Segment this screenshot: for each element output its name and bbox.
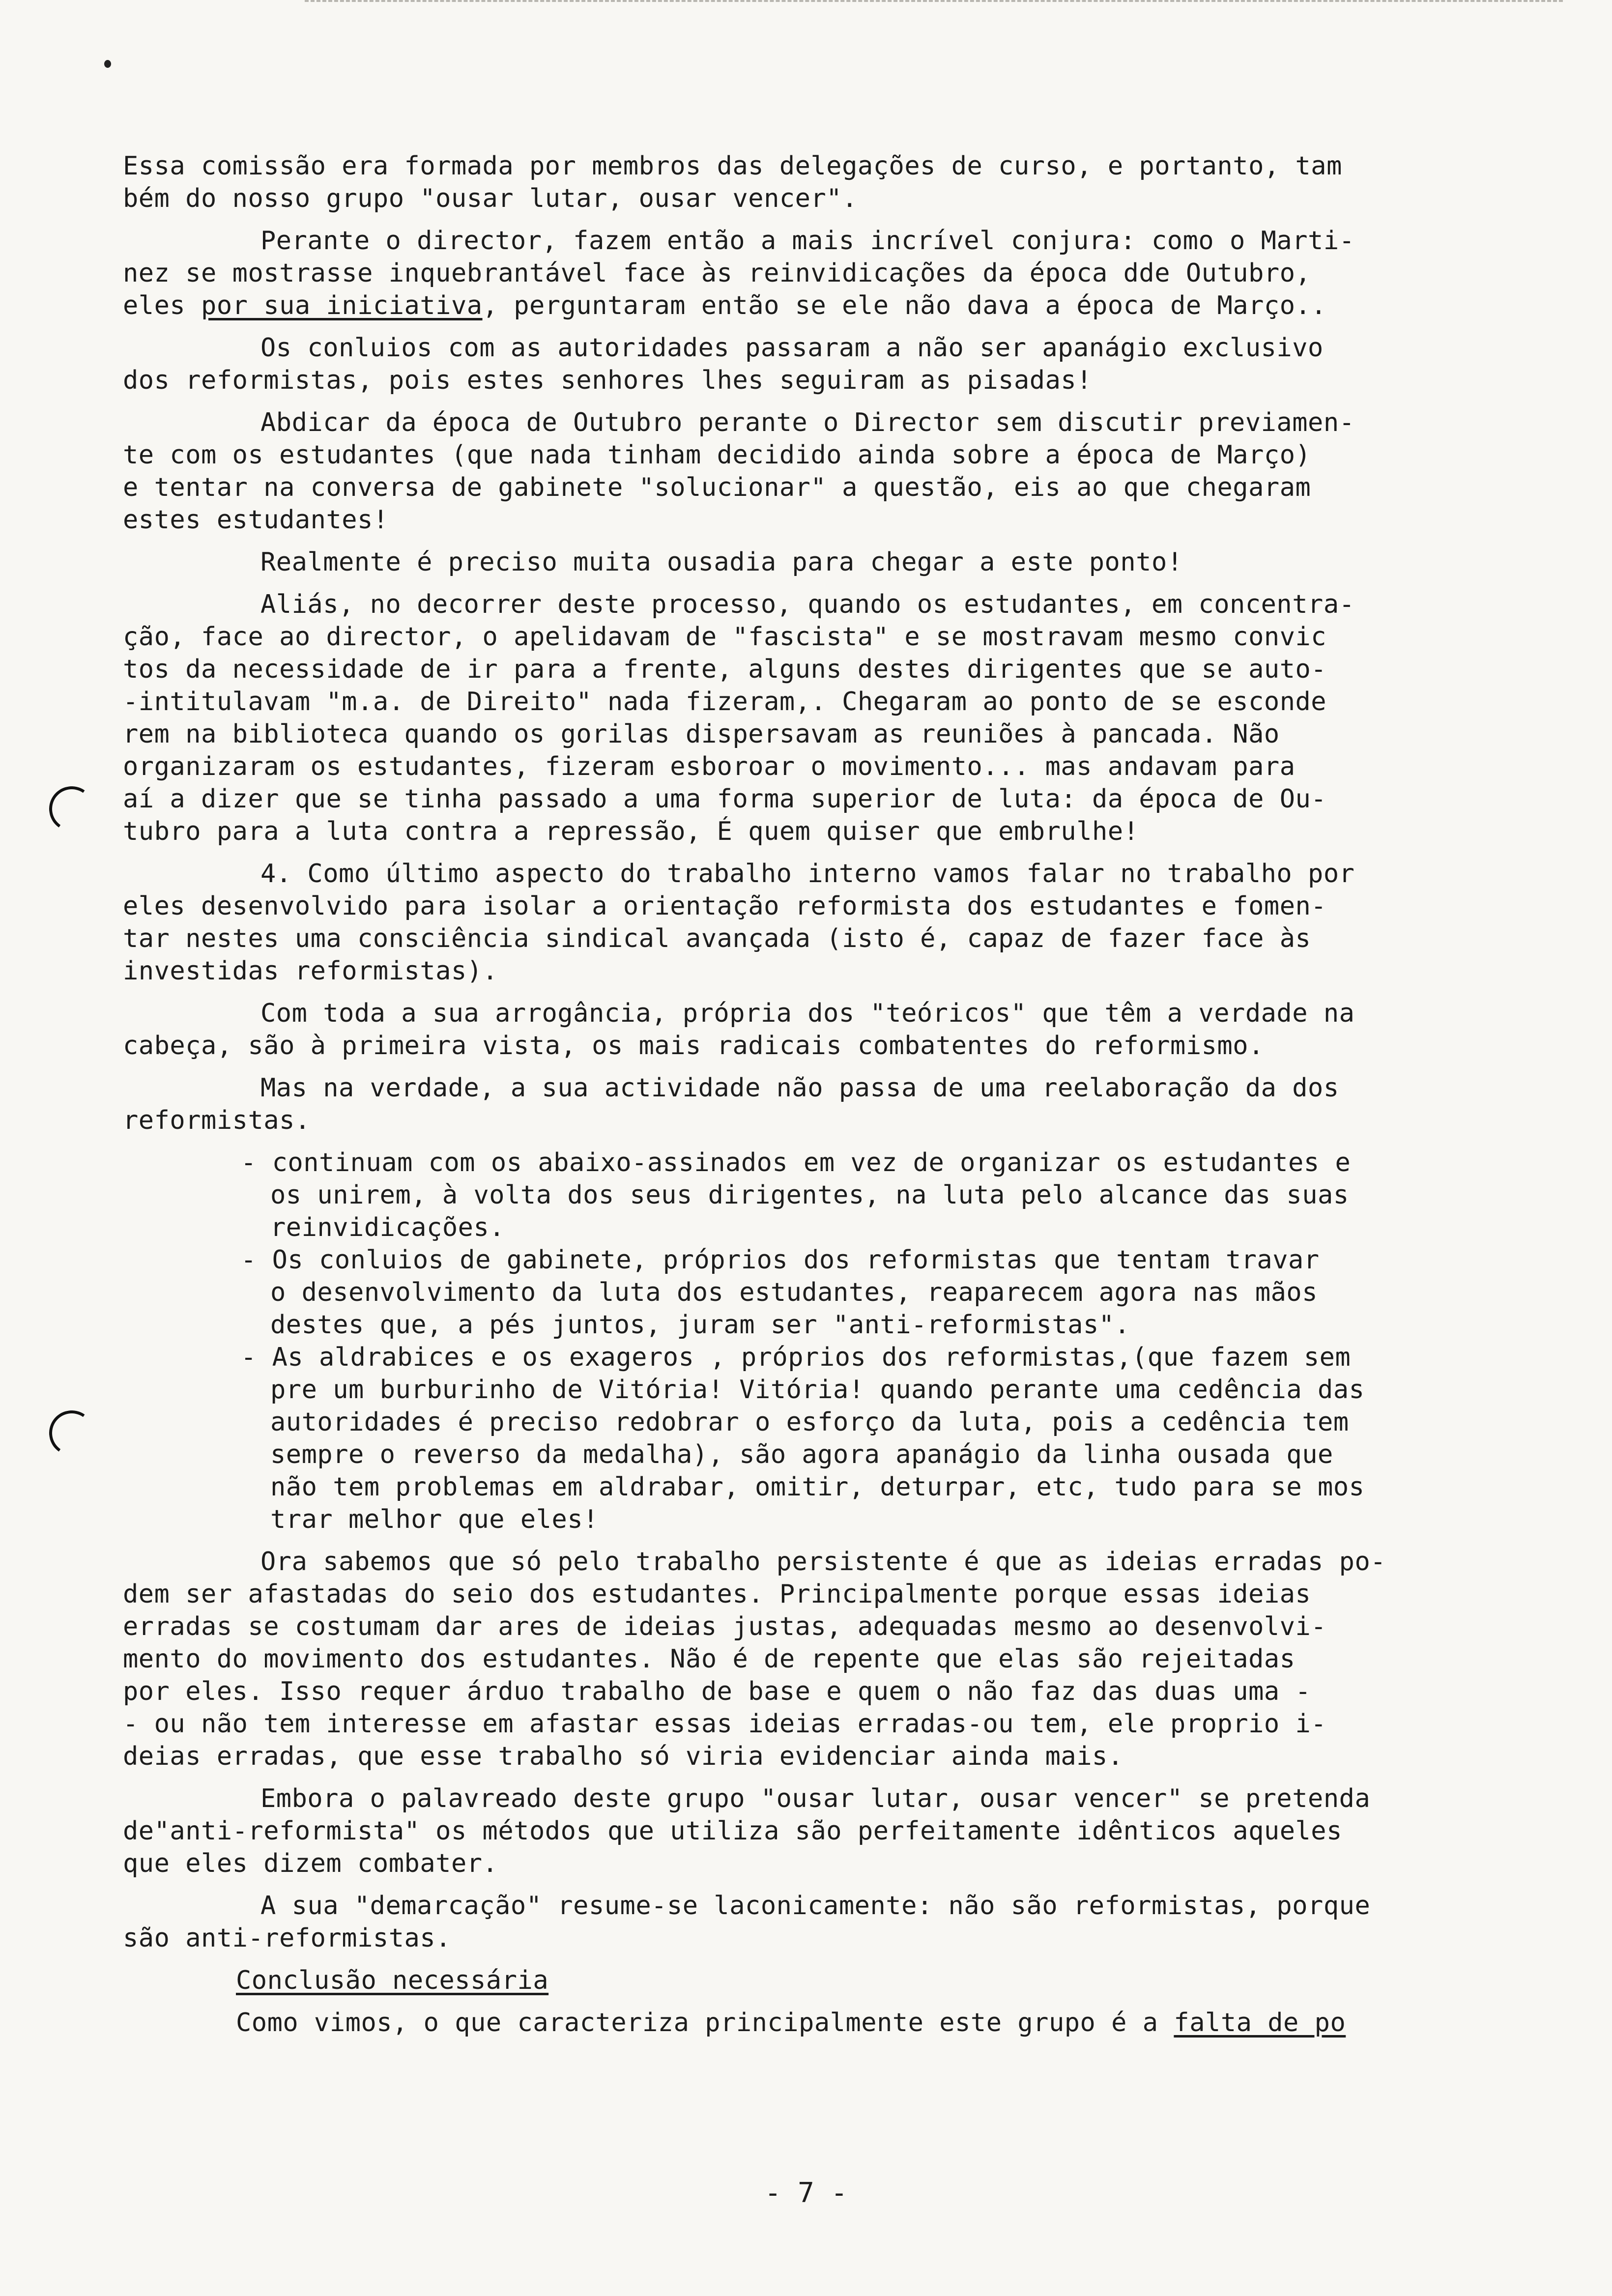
paragraph	[123, 1782, 1499, 1880]
bullet-list	[123, 1147, 1499, 1536]
text-line: nez se mostrasse inquebrantável face às reinvidicações da época dde Outubro,	[123, 258, 1311, 288]
text-line: os unirem, à volta dos seus dirigentes, na luta pelo alcance das suas	[270, 1180, 1349, 1210]
text-line: Os conluios com as autoridades passaram a não ser apanágio exclusivo	[260, 333, 1324, 363]
text-line: - ou não tem interesse em afastar essas ideias erradas-ou tem, ele proprio i-	[123, 1709, 1327, 1739]
text-line: Embora o palavreado deste grupo "ousar lutar, ousar vencer" se pretenda	[260, 1784, 1371, 1813]
paragraphs-block-2	[123, 1546, 1499, 1954]
text-line: - As aldrabices e os exageros , próprios dos reformistas,(que fazem sem	[241, 1343, 1351, 1372]
text-line: Essa comissão era formada por membros das delegações de curso, e portanto, tam	[123, 151, 1342, 181]
text-line: pre um burburinho de Vitória! Vitória! quando perante uma cedência das	[270, 1375, 1365, 1405]
text-line: reinvidicações.	[270, 1213, 505, 1242]
text-line: deias erradas, que esse trabalho só viria evidenciar ainda mais.	[123, 1742, 1123, 1771]
paragraph	[123, 546, 1499, 578]
text-line: rem na biblioteca quando os gorilas dispersavam as reuniões à pancada. Não	[123, 719, 1280, 749]
text-line: ção, face ao director, o apelidavam de "fascista" e se mostravam mesmo convic	[123, 622, 1327, 652]
text-line: eles desenvolvido para isolar a orientação reformista dos estudantes e fomen-	[123, 891, 1327, 921]
bullet-item	[123, 1147, 1499, 1244]
text-line: te com os estudantes (que nada tinham decidido ainda sobre a época de Março)	[123, 440, 1311, 470]
text-line: investidas reformistas).	[123, 956, 498, 986]
bullet-item	[123, 1341, 1499, 1536]
text-line: -intitulavam "m.a. de Direito" nada fizeram,. Chegaram ao ponto de se esconde	[123, 687, 1327, 717]
text-line: erradas se costumam dar ares de ideias justas, adequadas mesmo ao desenvolvi-	[123, 1612, 1327, 1641]
paragraph	[123, 1890, 1499, 1954]
text-line: Realmente é preciso muita ousadia para chegar a este ponto!	[260, 547, 1183, 577]
text-line: Mas na verdade, a sua actividade não passa de uma reelaboração da dos	[260, 1073, 1339, 1103]
text-line: estes estudantes!	[123, 505, 389, 535]
document-body	[123, 150, 1499, 2049]
text-line: organizaram os estudantes, fizeram esboroar o movimento... mas andavam para	[123, 752, 1295, 781]
text-line: dos reformistas, pois estes senhores lhes seguiram as pisadas!	[123, 366, 1093, 395]
text-line: destes que, a pés juntos, juram ser "anti-reformistas".	[270, 1310, 1130, 1340]
paragraph	[123, 588, 1499, 848]
text-line: o desenvolvimento da luta dos estudantes, reaparecem agora nas mãos	[270, 1278, 1318, 1307]
text-line: Aliás, no decorrer deste processo, quando os estudantes, em concentra-	[260, 590, 1355, 619]
paragraphs-block-1	[123, 150, 1499, 1137]
paragraph	[123, 858, 1499, 987]
paragraph	[123, 997, 1499, 1062]
text-line-end: , perguntaram então se ele não dava a época de Março..	[482, 291, 1327, 320]
punch-hole-mark	[46, 1407, 98, 1460]
paragraph	[123, 150, 1499, 215]
text-line: autoridades é preciso redobrar o esforço da luta, pois a cedência tem	[270, 1407, 1349, 1437]
paragraph	[123, 1546, 1499, 1773]
text-line: tos da necessidade de ir para a frente, alguns destes dirigentes que se auto-	[123, 655, 1327, 684]
text-line: Com toda a sua arrogância, própria dos "teóricos" que têm a verdade na	[260, 999, 1355, 1028]
text-line: por eles. Isso requer árduo trabalho de base e quem o não faz das duas uma -	[123, 1677, 1311, 1706]
text-line: mento do movimento dos estudantes. Não é de repente que elas são rejeitadas	[123, 1644, 1295, 1674]
bullet-item	[123, 1244, 1499, 1341]
text-line: aí a dizer que se tinha passado a uma forma superior de luta: da época de Ou-	[123, 784, 1327, 814]
last-line: Como vimos, o que caracteriza principalmente este grupo é a falta de po	[236, 2008, 1346, 2038]
text-line: trar melhor que eles!	[270, 1505, 599, 1534]
text-line: 4. Como último aspecto do trabalho interno vamos falar no trabalho por	[260, 859, 1355, 889]
text-line: - continuam com os abaixo-assinados em vez de organizar os estudantes e	[241, 1148, 1351, 1177]
paragraph	[123, 225, 1499, 322]
text-line: são anti-reformistas.	[123, 1923, 451, 1953]
underlined-phrase: por sua iniciativa	[201, 291, 483, 320]
text-line: de"anti-reformista" os métodos que utiliza são perfeitamente idênticos aqueles	[123, 1816, 1342, 1846]
text-line: tar nestes uma consciência sindical avançada (isto é, capaz de fazer face às	[123, 924, 1311, 953]
page-number: - 7 -	[764, 2177, 848, 2209]
text-line: tubro para a luta contra a repressão, É quem quiser que embrulhe!	[123, 817, 1139, 846]
text-line: Perante o director, fazem então a mais incrível conjura: como o Marti-	[260, 226, 1355, 256]
ink-dot	[104, 60, 111, 68]
paragraph	[123, 1072, 1499, 1137]
text-line: que eles dizem combater.	[123, 1849, 498, 1878]
paragraph	[123, 332, 1499, 397]
text-line: não tem problemas em aldrabar, omitir, deturpar, etc, tudo para se mos	[270, 1472, 1365, 1502]
text-line: sempre o reverso da medalha), são agora apanágio da linha ousada que	[270, 1440, 1333, 1469]
paragraph	[123, 406, 1499, 536]
text-line: cabeça, são à primeira vista, os mais radicais combatentes do reformismo.	[123, 1031, 1264, 1061]
text-line: A sua "demarcação" resume-se laconicamente: não são reformistas, porque	[260, 1891, 1371, 1921]
conclusion-heading: Conclusão necessária	[236, 1966, 549, 1995]
punch-hole-mark	[46, 783, 98, 835]
text-line: Ora sabemos que só pelo trabalho persistente é que as ideias erradas po-	[260, 1547, 1386, 1577]
text-line: dem ser afastadas do seio dos estudantes. Principalmente porque essas ideias	[123, 1579, 1311, 1609]
text-line: Abdicar da época de Outubro perante o Director sem discutir previamen-	[260, 408, 1355, 437]
text-line: reformistas.	[123, 1106, 311, 1135]
text-line: bém do nosso grupo "ousar lutar, ousar vencer".	[123, 184, 858, 213]
text-line: - Os conluios de gabinete, próprios dos reformistas que tentam travar	[241, 1245, 1320, 1275]
text-line-start: eles	[123, 291, 202, 320]
text-line: e tentar na conversa de gabinete "solucionar" a questão, eis ao que chegaram	[123, 473, 1311, 502]
top-edge-line	[305, 0, 1563, 2]
